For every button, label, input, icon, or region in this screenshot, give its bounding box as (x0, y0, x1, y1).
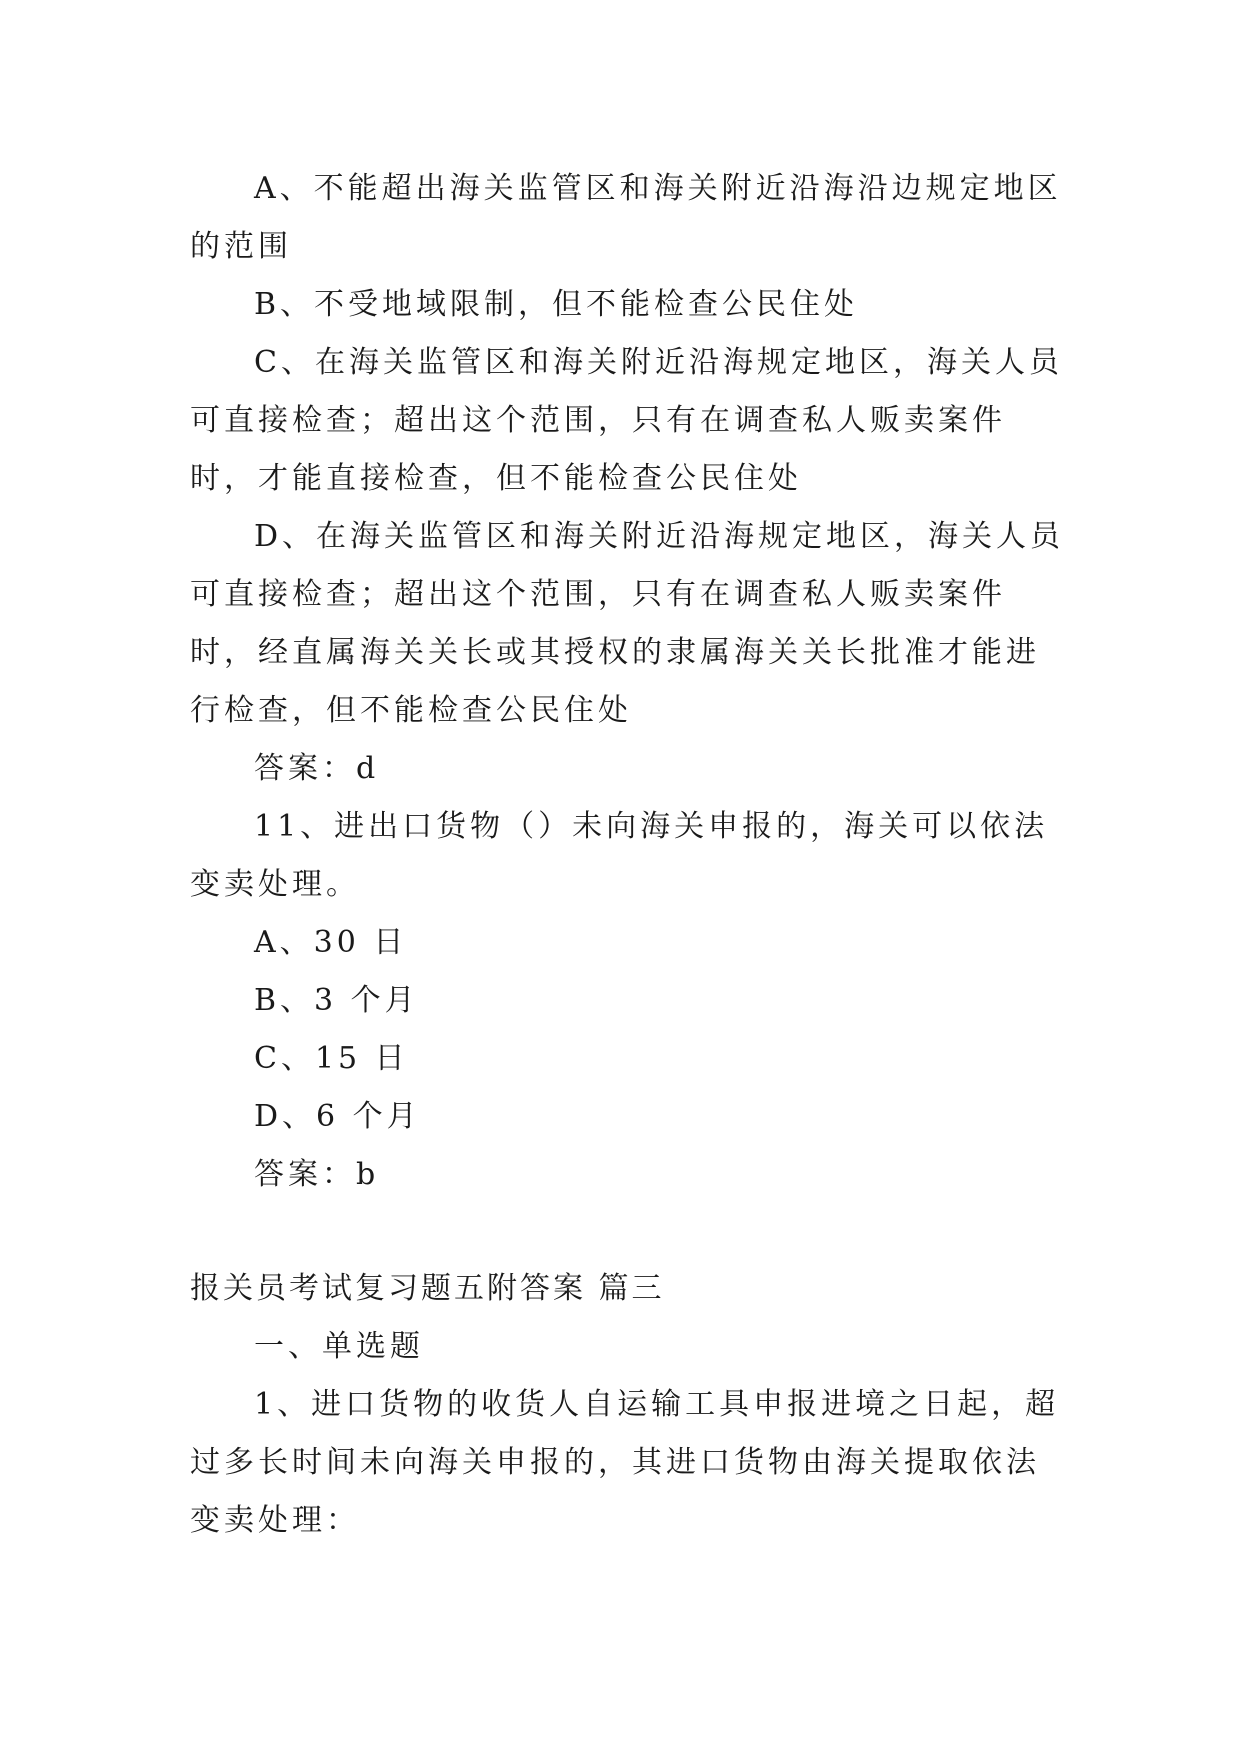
q10-option-d: D、在海关监管区和海关附近沿海规定地区，海关人员可直接检查；超出这个范围，只有在调查私人贩卖案件时，经直属海关关长或其授权的隶属海关关长批准才能进行检查，但不能检查公民住处 (190, 519, 1065, 728)
q11-option-c: C、15 日 (254, 1041, 409, 1076)
q11-option-a: A、30 日 (254, 925, 408, 960)
q10-option-c: C、在海关监管区和海关附近沿海规定地区，海关人员可直接检查；超出这个范围，只有在调查私人贩卖案件时，才能直接检查，但不能检查公民住处 (190, 345, 1063, 496)
q11-question: 11、进出口货物（）未向海关申报的，海关可以依法变卖处理。 (190, 809, 1049, 902)
q11-option-b: B、3 个月 (254, 983, 419, 1018)
subsection-heading: 一、单选题 (254, 1329, 424, 1364)
page-content (190, 160, 1070, 1550)
q11-answer: 答案：b (254, 1157, 380, 1192)
q10-answer: 答案：d (254, 751, 380, 786)
section-heading: 报关员考试复习题五附答案 篇三 (190, 1271, 665, 1306)
q1-question: 1、进口货物的收货人自运输工具申报进境之日起，超过多长时间未向海关申报的，其进口货物由海关提取依法变卖处理： (190, 1387, 1060, 1538)
q10-option-a: A、不能超出海关监管区和海关附近沿海沿边规定地区的范围 (190, 171, 1062, 264)
q11-option-d: D、6 个月 (254, 1099, 421, 1134)
q10-option-b: B、不受地域限制，但不能检查公民住处 (254, 287, 859, 322)
